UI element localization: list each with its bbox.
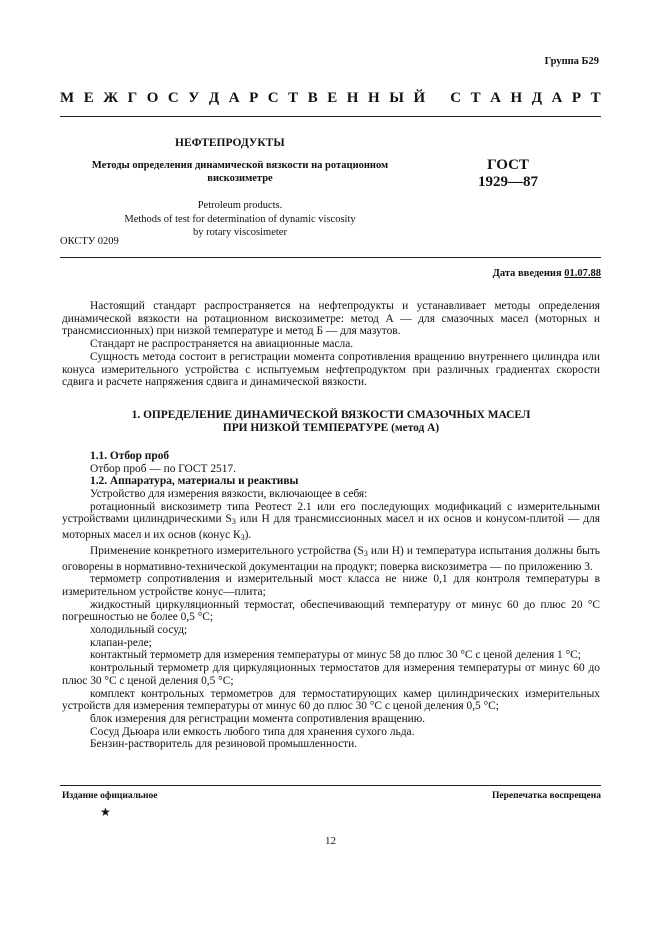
banner-letter: С xyxy=(167,90,179,106)
banner-letter: А xyxy=(551,90,563,106)
intro-paragraph: Настоящий стандарт распространяется на нефтепродукты и устанавливает методы определения динамической вязкости на ротационном вискозиметре: метод А — для смазочных масел (моторных и трансмиссионных) при низкой температуре и метод Б — для мазутов. xyxy=(62,300,600,338)
text-run: или Н для трансмиссионных масел и их основ и конусом-плитой — для моторных масел и их основ (конус К xyxy=(62,513,600,542)
body-paragraph: Отбор проб — по ГОСТ 2517. xyxy=(90,462,236,475)
subtitle-line: вискозиметре xyxy=(207,173,273,184)
banner-letter: У xyxy=(188,90,200,106)
gost-number xyxy=(468,157,548,191)
document-subtitle xyxy=(60,159,420,185)
okstu-code: ОКСТУ 0209 xyxy=(60,236,119,247)
body-paragraph: Бензин-растворитель для резиновой промышленности. xyxy=(90,738,358,751)
reprint-note: Перепечатка воспрещена xyxy=(491,791,601,801)
gost-code: 1929—87 xyxy=(478,174,538,190)
banner-letter: Ж xyxy=(103,90,119,106)
intro-paragraph: Стандарт не распространяется на авиационные масла. xyxy=(90,338,354,351)
document-body xyxy=(62,300,600,751)
title-divider xyxy=(60,257,601,258)
banner-letter: Д xyxy=(208,90,220,106)
banner-letter: Г xyxy=(127,90,138,106)
english-line: by rotary viscosimeter xyxy=(193,227,287,238)
english-line: Methods of test for determination of dynamic viscosity xyxy=(124,213,356,225)
body-paragraph xyxy=(62,501,600,545)
english-line: Petroleum products. xyxy=(197,200,283,211)
banner-letter: М xyxy=(60,90,75,106)
banner-letter: А xyxy=(490,90,501,106)
text-run: Применение конкретного измерительного устройства (S xyxy=(90,544,364,557)
section-heading-line: ПРИ НИЗКОЙ ТЕМПЕРАТУРЕ (метод А) xyxy=(222,421,440,434)
effective-date-label: Дата введения xyxy=(492,268,562,279)
body-paragraph: жидкостный циркуляционный термостат, обеспечивающий температуру от минус 60 до плюс 20 °С погрешностью не более 0,5 °С; xyxy=(62,598,600,624)
effective-date xyxy=(493,268,601,279)
banner-letter: Р xyxy=(249,90,259,106)
section-heading-line: 1. ОПРЕДЕЛЕНИЕ ДИНАМИЧЕСКОЙ ВЯЗКОСТИ СМАЗОЧНЫХ МАСЕЛ xyxy=(131,408,531,421)
subsection-title: 1.2. Аппаратура, материалы и реактивы xyxy=(90,475,299,488)
banner-letter: Н xyxy=(346,90,359,106)
body-paragraph: блок измерения для регистрации момента сопротивления вращению. xyxy=(90,712,426,725)
subscript: 3 xyxy=(363,548,368,558)
body-paragraph: термометр сопротивления и измерительный мост класса не ниже 0,1 для контроля температуры в измерительном устройстве конус—плита; xyxy=(62,573,600,598)
edition-note: Издание официальное xyxy=(62,791,158,801)
banner-letter: Н xyxy=(367,90,380,106)
banner-letter: Т xyxy=(288,90,299,106)
banner-letter: Р xyxy=(571,90,582,106)
subscript: 3 xyxy=(231,517,236,527)
banner-letter: С xyxy=(450,90,462,106)
banner-letter: Е xyxy=(327,90,338,106)
banner-letter: Ы xyxy=(389,90,404,106)
effective-date-value: 01.07.88 xyxy=(564,268,601,279)
banner-letter: Е xyxy=(83,90,94,106)
subsection-title: 1.1. Отбор проб xyxy=(90,449,170,462)
banner-letter: Т xyxy=(470,90,481,106)
subscript: 3 xyxy=(240,533,245,543)
banner-letter: Й xyxy=(413,90,426,106)
subtitle-line: Методы определения динамической вязкости на ротационном xyxy=(91,160,389,171)
banner-letter: А xyxy=(228,90,240,106)
gost-label: ГОСТ xyxy=(487,157,529,173)
body-paragraph: Устройство для измерения вязкости, включающее в себя: xyxy=(90,488,368,501)
banner-gap xyxy=(435,90,441,107)
banner-letter: Т xyxy=(590,90,601,106)
banner-letter: Н xyxy=(510,90,523,106)
english-title xyxy=(60,199,420,240)
banner-letter: О xyxy=(146,90,159,106)
body-paragraph: контрольный термометр для циркуляционных термостатов для измерения температуры от минус 60 до плюс 30 °С с ценой деления 0,5 °С; xyxy=(62,662,600,687)
header-divider xyxy=(60,116,601,117)
text-run: ротационный вискозиметр типа Реотест 2.1 или его последующих модификаций с измерительными устройствами цилиндрическими S xyxy=(62,500,600,526)
banner-letter: В xyxy=(307,90,318,106)
document-title: НЕФТЕПРОДУКТЫ xyxy=(175,137,285,149)
text-run: ). xyxy=(244,529,252,542)
section-heading xyxy=(62,409,600,435)
group-code: Группа Б29 xyxy=(544,56,599,67)
page-number: 12 xyxy=(325,835,336,847)
intro-paragraph: Сущность метода состоит в регистрации момента сопротивления вращению внутреннего цилиндра или конуса измерительного устройства с испытуемым нефтепродуктом при различных градиентах скорости сдвига и расчете напряжения сдвига и динамической вязкости. xyxy=(62,350,600,389)
footer-divider xyxy=(60,785,601,786)
body-paragraph: контактный термометр для измерения температуры от минус 58 до плюс 30 °С с ценой деления 1 °С; xyxy=(90,649,581,662)
body-paragraph: холодильный сосуд; xyxy=(90,624,188,637)
body-paragraph: клапан-реле; xyxy=(90,636,152,649)
body-paragraph: комплект контрольных термометров для термостатирующих камер цилиндрических измерительных устройств для измерения температуры от минус 60 до плюс 30 °С с ценой деления 0,5 °С; xyxy=(62,687,600,713)
star-icon: ★ xyxy=(100,805,111,819)
body-paragraph: Сосуд Дьюара или емкость любого типа для хранения сухого льда. xyxy=(90,725,415,738)
standard-banner xyxy=(60,90,601,107)
banner-letter: Д xyxy=(531,90,543,106)
body-paragraph xyxy=(62,545,600,573)
banner-letter: С xyxy=(267,90,279,106)
text-run: или Н) и температура испытания должны быть оговорены в нормативно-технической документации на продукт; поверка вискозиметра — по приложению 3. xyxy=(62,544,600,573)
